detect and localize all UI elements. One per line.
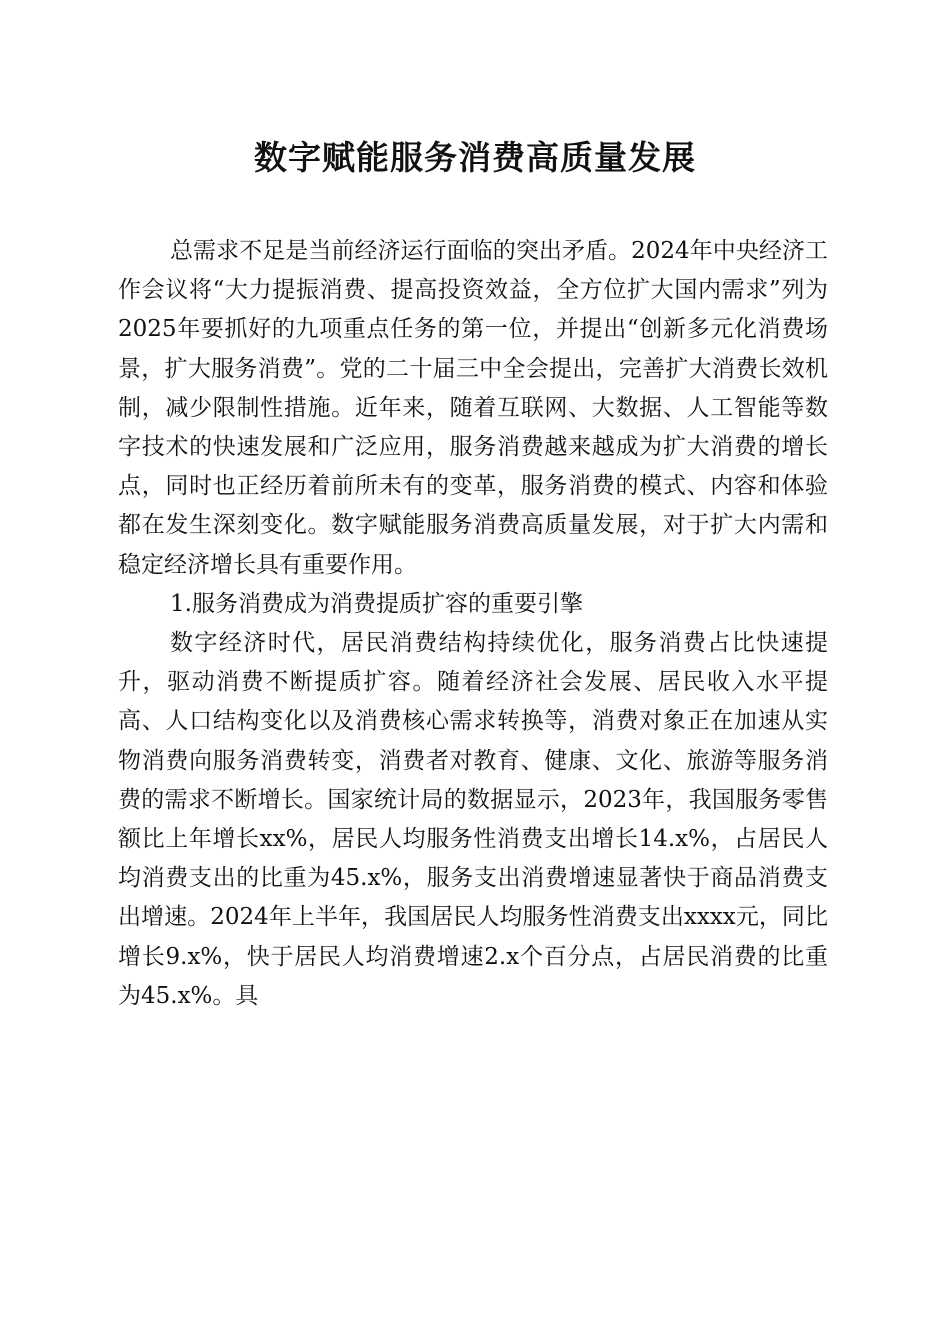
section-heading: 1.服务消费成为消费提质扩容的重要引擎 xyxy=(170,590,583,617)
intro-paragraph: 总需求不足是当前经济运行面临的突出矛盾。2024年中央经济工作会议将“大力提振消费、提高投资效益，全方位扩大国内需求”列为2025年要抓好的九项重点任务的第一位，并提出“创新多元化消费场景，扩大服务消费”。党的二十届三中全会提出，完善扩大消费长效机制，减少限制性措施。近年来，随着互联网、大数据、人工智能等数字技术的快速发展和广泛应用，服务消费越来越成为扩大消费的增长点，同时也正经历着前所未有的变革，服务消费的模式、内容和体验都在发生深刻变化。数字赋能服务消费高质量发展，对于扩大内需和稳定经济增长具有重要作用。 xyxy=(118,238,828,578)
section-paragraph: 数字经济时代，居民消费结构持续优化，服务消费占比快速提升，驱动消费不断提质扩容。随着经济社会发展、居民收入水平提高、人口结构变化以及消费核心需求转换等，消费对象正在加速从实物消费向服务消费转变，消费者对教育、健康、文化、旅游等服务消费的需求不断增长。国家统计局的数据显示，2023年，我国服务零售额比上年增长xx%，居民人均服务性消费支出增长14.x%，占居民人均消费支出的比重为45.x%，服务支出消费增速显著快于商品消费支出增速。2024年上半年，我国居民人均服务性消费支出xxxx元，同比增长9.x%，快于居民人均消费增速2.x个百分点，占居民消费的比重为45.x%。具 xyxy=(118,630,828,1009)
document-body xyxy=(118,232,828,1016)
document-title: 数字赋能服务消费高质量发展 xyxy=(254,138,696,177)
